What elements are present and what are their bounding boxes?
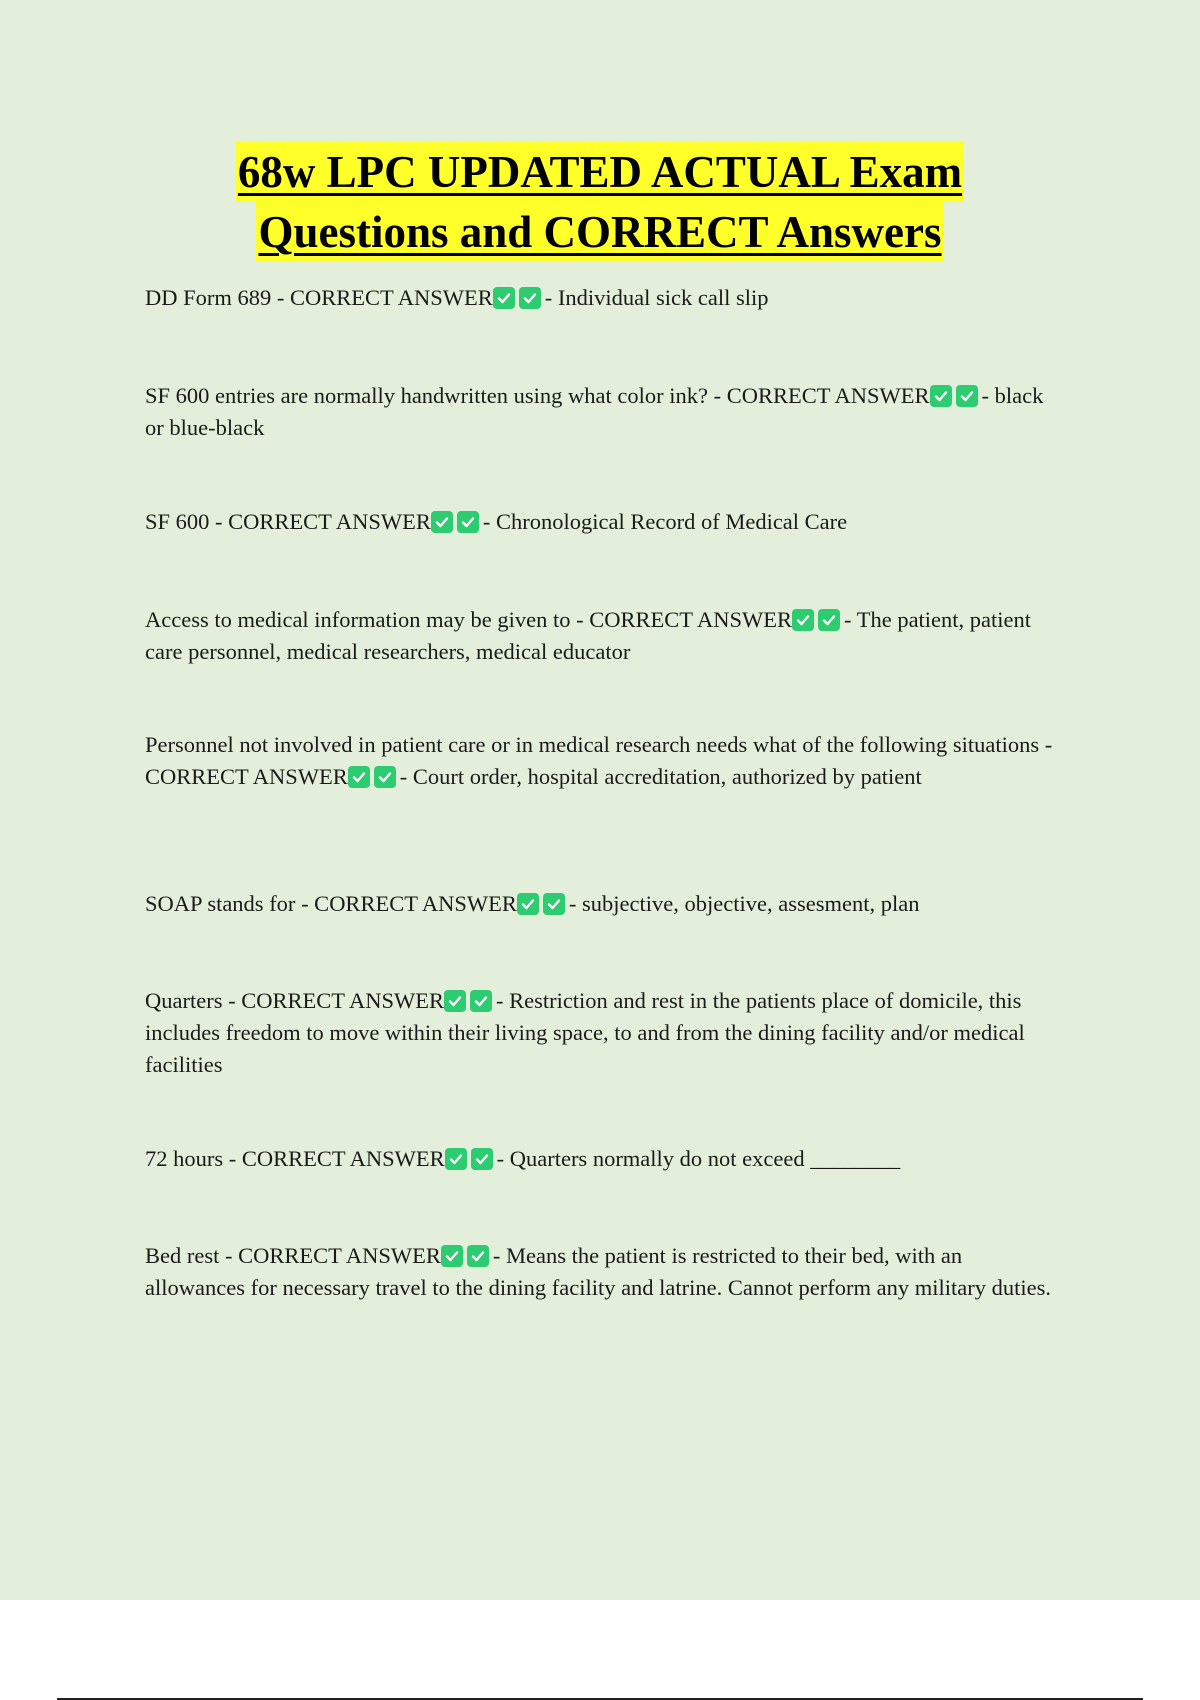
- question-text: Personnel not involved in patient care or in medical research needs what of the following situations: [145, 732, 1040, 757]
- green-checkbox-icon: [457, 511, 479, 533]
- question-text: SF 600: [145, 509, 210, 534]
- answer-text: - Individual sick call slip: [544, 285, 769, 310]
- green-checkbox-icon: [441, 1245, 463, 1267]
- answer-text: - Restriction and rest in the patients place of domicile, this includes freedom to move within their living space, to and from the dining facility and/or medical facilities: [145, 988, 1025, 1077]
- question-text: SOAP stands for: [145, 891, 296, 916]
- title-line-1: 68w LPC UPDATED ACTUAL Exam: [236, 142, 964, 202]
- qa-item: [145, 888, 1065, 920]
- question-text: 72 hours: [145, 1146, 224, 1171]
- green-checkbox-icon: [374, 766, 396, 788]
- correct-answer-label: - CORRECT ANSWER: [228, 988, 444, 1013]
- question-text: Access to medical information may be given to: [145, 607, 571, 632]
- green-checkbox-icon: [493, 287, 515, 309]
- correct-answer-label: - CORRECT ANSWER: [224, 1243, 441, 1268]
- correct-answer-label: - CORRECT ANSWER: [276, 285, 493, 310]
- question-text: SF 600 entries are normally handwritten using what color ink?: [145, 383, 709, 408]
- green-checkbox-icon: [431, 511, 453, 533]
- correct-answer-label: - CORRECT ANSWER: [576, 607, 792, 632]
- green-checkbox-icon: [348, 766, 370, 788]
- correct-answer-label: - CORRECT ANSWER: [145, 732, 1053, 789]
- question-text: Bed rest: [145, 1243, 220, 1268]
- answer-text: - Quarters normally do not exceed ________: [496, 1146, 901, 1171]
- green-checkbox-icon: [470, 990, 492, 1012]
- answer-text: - Chronological Record of Medical Care: [482, 509, 848, 534]
- qa-item: [145, 604, 1065, 668]
- correct-answer-label: - CORRECT ANSWER: [301, 891, 517, 916]
- answer-text: - black or blue-black: [145, 383, 1044, 440]
- green-checkbox-icon: [818, 609, 840, 631]
- correct-answer-label: - CORRECT ANSWER: [713, 383, 930, 408]
- answer-text: - The patient, patient care personnel, medical researchers, medical educator: [145, 607, 1032, 664]
- qa-item: [145, 729, 1065, 793]
- answer-text: - Means the patient is restricted to their bed, with an allowances for necessary travel to the dining facility and latrine. Cannot perform any military duties.: [145, 1243, 1051, 1300]
- correct-answer-label: - CORRECT ANSWER: [215, 509, 431, 534]
- green-checkbox-icon: [444, 990, 466, 1012]
- green-checkbox-icon: [930, 385, 952, 407]
- document-title: [0, 142, 1200, 262]
- green-checkbox-icon: [519, 287, 541, 309]
- question-text: DD Form 689: [145, 285, 272, 310]
- qa-item: [145, 985, 1065, 1081]
- answer-text: - Court order, hospital accreditation, authorized by patient: [399, 764, 922, 789]
- qa-item: [145, 1240, 1065, 1304]
- qa-item: [145, 380, 1065, 444]
- answer-text: - subjective, objective, assesment, plan: [568, 891, 920, 916]
- qa-item: [145, 282, 1065, 314]
- green-checkbox-icon: [517, 893, 539, 915]
- title-line-2: Questions and CORRECT Answers: [256, 202, 943, 262]
- correct-answer-label: - CORRECT ANSWER: [228, 1146, 445, 1171]
- green-checkbox-icon: [543, 893, 565, 915]
- green-checkbox-icon: [471, 1148, 493, 1170]
- green-checkbox-icon: [467, 1245, 489, 1267]
- green-checkbox-icon: [445, 1148, 467, 1170]
- qa-item: [145, 1143, 1065, 1175]
- question-text: Quarters: [145, 988, 223, 1013]
- green-checkbox-icon: [956, 385, 978, 407]
- qa-item: [145, 506, 1065, 538]
- green-checkbox-icon: [792, 609, 814, 631]
